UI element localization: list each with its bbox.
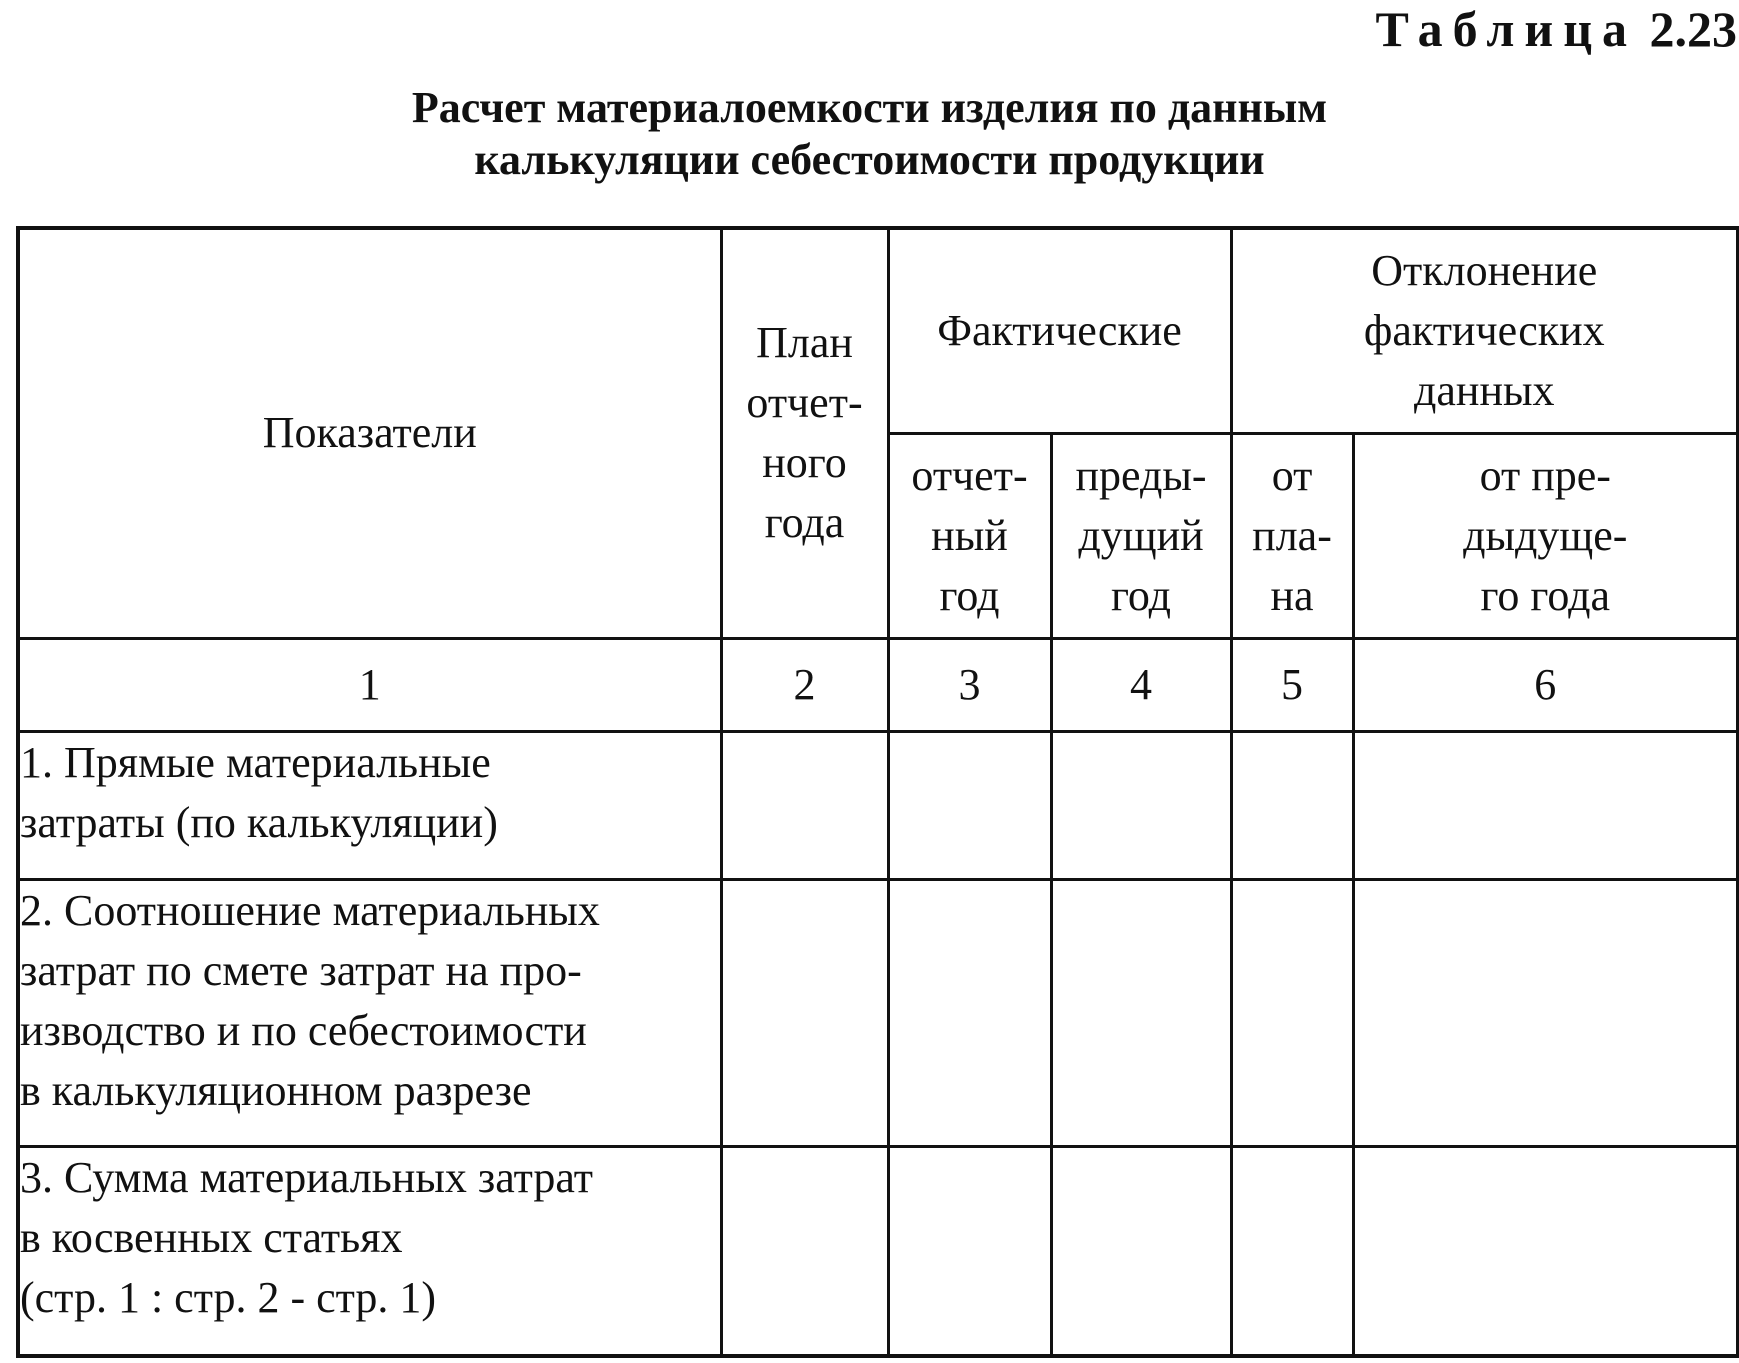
header-deviation-line: фактических (1363, 305, 1605, 355)
table-row (18, 879, 1738, 1146)
subheader-line: ный (931, 510, 1008, 560)
row-label (18, 731, 721, 879)
subheader-line: год (939, 570, 1000, 620)
subheader-line: дущий (1078, 510, 1204, 560)
row-label-line: 3. Сумма материальных затрат (20, 1152, 594, 1202)
header-actual-reporting-year (888, 433, 1051, 638)
value-cell (1231, 731, 1353, 879)
row-label-line: 1. Прямые материальные (20, 737, 491, 787)
column-number: 3 (888, 638, 1051, 731)
subheader-line: пла- (1252, 510, 1332, 560)
subheader-line: год (1110, 570, 1172, 620)
value-cell (888, 1146, 1051, 1356)
row-label-line: затрат по смете затрат на про- (20, 945, 582, 995)
subheader-line: отчет- (911, 450, 1028, 500)
row-label (18, 879, 721, 1146)
value-cell (721, 1146, 888, 1356)
column-number-row (18, 638, 1738, 731)
caption-line-1: Расчет материалоемкости изделия по данным (411, 83, 1328, 132)
value-cell (1353, 731, 1738, 879)
header-plan-line: года (764, 498, 845, 548)
row-label-line: изводство и по себестоимости (20, 1005, 587, 1055)
value-cell (1051, 879, 1231, 1146)
row-label-line: в косвенных статьях (20, 1212, 403, 1262)
header-plan (721, 228, 888, 638)
subheader-line: на (1270, 570, 1314, 620)
subheader-line: преды- (1075, 450, 1207, 500)
cost-table (16, 226, 1739, 1358)
header-actual-previous-year (1051, 433, 1231, 638)
value-cell (1231, 879, 1353, 1146)
value-cell (1231, 1146, 1353, 1356)
header-actual: Фактические (888, 228, 1231, 433)
header-plan-line: ного (762, 438, 847, 488)
header-deviation-from-previous-year (1353, 433, 1738, 638)
row-label-line: (стр. 1 : стр. 2 - стр. 1) (20, 1272, 437, 1322)
column-number: 4 (1051, 638, 1231, 731)
column-number: 5 (1231, 638, 1353, 731)
header-plan-line: План (756, 318, 853, 368)
header-plan-line: отчет- (746, 378, 863, 428)
header-indicators: Показатели (18, 228, 721, 638)
table-word: Таблица (1375, 1, 1637, 57)
value-cell (888, 879, 1051, 1146)
table-row (18, 731, 1738, 879)
caption-line-2: калькуляции себестоимости продукции (474, 135, 1265, 184)
table-row (18, 1146, 1738, 1356)
row-label (18, 1146, 721, 1356)
value-cell (1353, 1146, 1738, 1356)
table-number: 2.23 (1649, 1, 1737, 57)
row-label-line: в калькуляционном разрезе (20, 1065, 532, 1115)
header-deviation-from-plan (1231, 433, 1353, 638)
value-cell (1353, 879, 1738, 1146)
column-number: 1 (18, 638, 721, 731)
column-number: 6 (1353, 638, 1738, 731)
row-label-line: 2. Соотношение материальных (20, 885, 600, 935)
row-label-line: затраты (по калькуляции) (20, 797, 498, 847)
header-row-top (18, 228, 1738, 433)
subheader-line: от (1271, 450, 1313, 500)
table-caption (0, 82, 1739, 186)
value-cell (721, 731, 888, 879)
table-number-label (1375, 0, 1737, 58)
subheader-line: го года (1480, 570, 1611, 620)
header-deviation-line: данных (1413, 365, 1555, 415)
header-deviation-line: Отклонение (1371, 245, 1598, 295)
subheader-line: дыдуще- (1463, 510, 1628, 560)
value-cell (721, 879, 888, 1146)
value-cell (1051, 1146, 1231, 1356)
header-deviation (1231, 228, 1738, 433)
value-cell (1051, 731, 1231, 879)
column-number: 2 (721, 638, 888, 731)
value-cell (888, 731, 1051, 879)
subheader-line: от пре- (1479, 450, 1611, 500)
